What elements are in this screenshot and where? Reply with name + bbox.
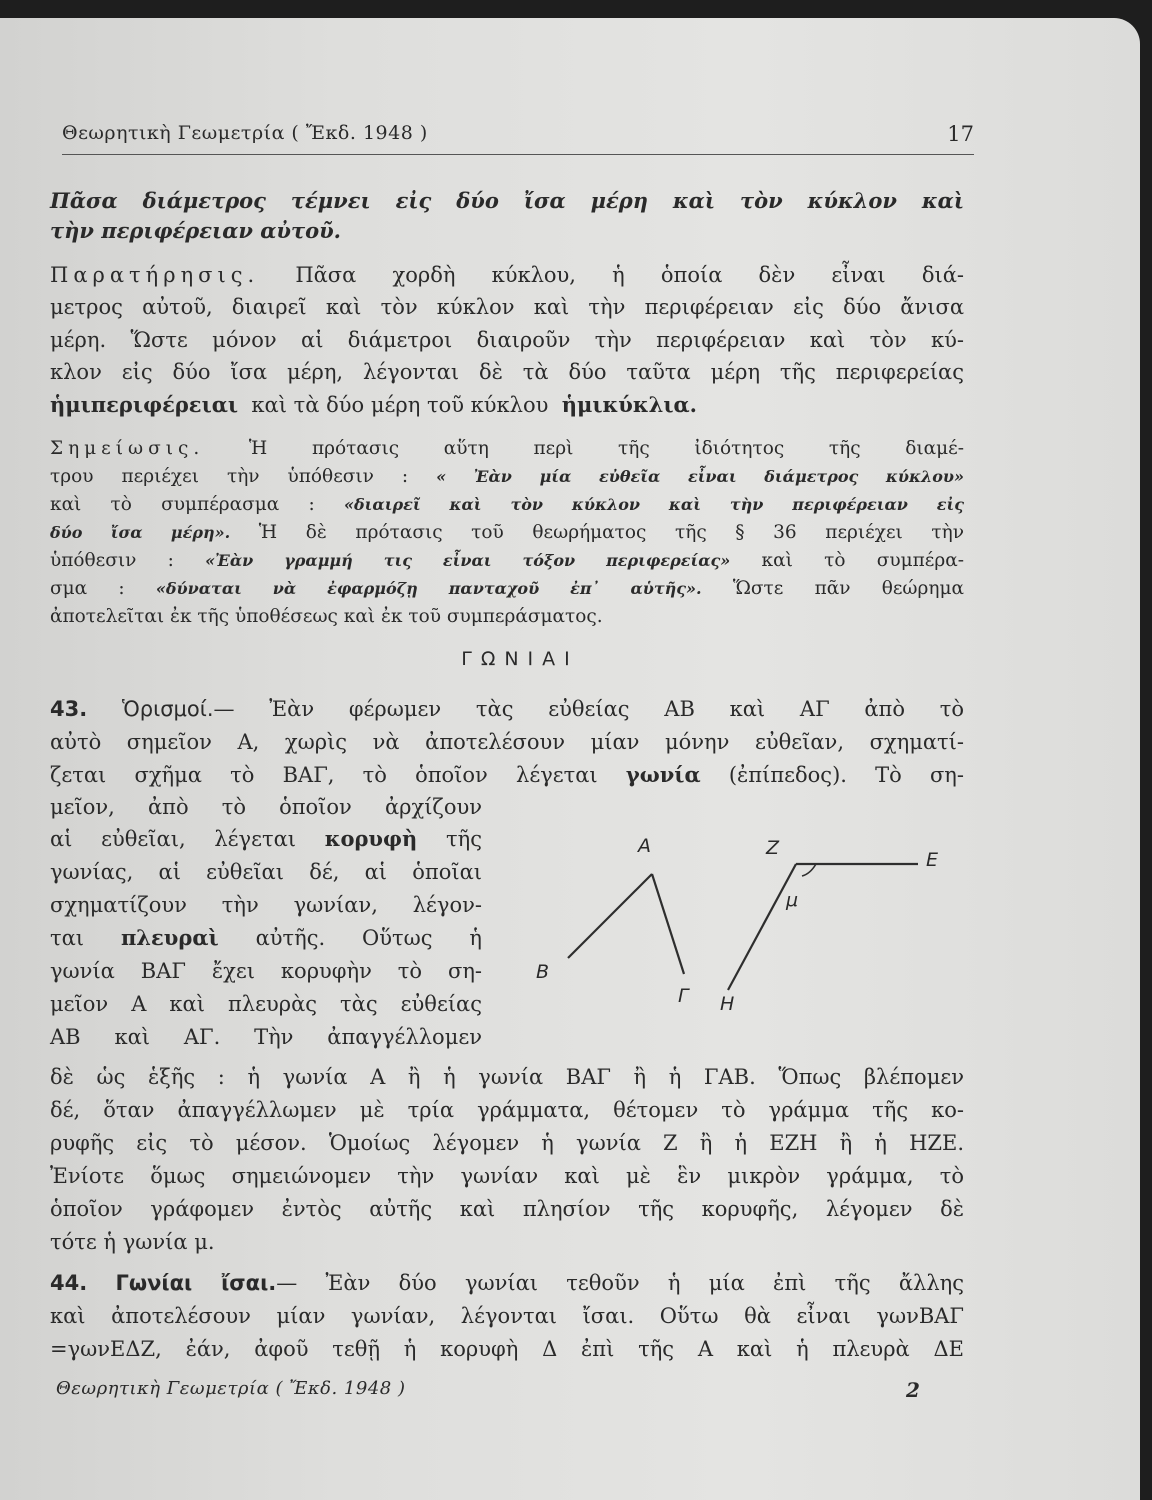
note-line-1: Σημείωσις. Ἡ πρότασις αὕτη περὶ τῆς ἰδιότητος τῆς διαμέ- bbox=[50, 438, 965, 459]
section-number-43: 43. bbox=[50, 697, 88, 721]
observation-line-1 bbox=[50, 260, 964, 290]
definitions-line-16: ὁποῖον γράφομεν ἐντὸς αὐτῆς καὶ πλησίον τῆς κορυφῆς, λέγομεν δὲ bbox=[50, 1197, 964, 1221]
note-line-5: ὑπόθεσιν : «Ἐὰν γραμμή τις εἶναι τόξον περιφερείας» καὶ τὸ συμπέρα- bbox=[50, 550, 964, 571]
definitions-line-3: ζεται σχῆμα τὸ ΒΑΓ, τὸ ὁποῖον λέγεται γωνία (ἐπίπεδος). Τὸ ση- bbox=[50, 762, 964, 787]
running-header bbox=[62, 120, 974, 155]
note-line-4: δύο ἴσα μέρη». Ἡ δὲ πρότασις τοῦ θεωρήματος τῆς § 36 περιέχει τὴν bbox=[50, 522, 964, 543]
label-e: E bbox=[926, 849, 939, 871]
equal-angles-line-1: 44. Γωνίαι ἴσαι.— Ἐὰν δύο γωνίαι τεθοῦν ἡ μία ἐπὶ τῆς ἄλλης bbox=[50, 1271, 964, 1295]
section-title: ΓΩΝΙΑΙ bbox=[461, 648, 579, 670]
theorem-line-2: τὴν περιφέρειαν αὐτοῦ. bbox=[50, 218, 341, 243]
angle-arc-mu bbox=[802, 864, 816, 876]
term-vertex: κορυφὴ bbox=[324, 826, 418, 851]
note-line-7: ἀποτελεῖται ἐκ τῆς ὑποθέσεως καὶ ἐκ τοῦ συμπεράσματος. bbox=[50, 606, 603, 627]
label-b: B bbox=[536, 961, 550, 983]
term-angle: γωνία bbox=[625, 762, 701, 787]
label-h: H bbox=[720, 993, 735, 1015]
ray-ag bbox=[652, 874, 684, 974]
definitions-line-10: μεῖον Α καὶ πλευρὰς τὰς εὐθείας bbox=[50, 992, 482, 1016]
term-hemicircumferences: ἡμιπεριφέρειαι bbox=[50, 392, 239, 417]
definitions-heading: Ὁρισμοί. bbox=[121, 697, 214, 721]
observation-line-2: μετρος αὐτοῦ, διαιρεῖ καὶ τὸν κύκλον καὶ τὴν περιφέρειαν εἰς δύο ἄνισα bbox=[50, 295, 964, 319]
definitions-line-8: ται πλευραὶ αὐτῆς. Οὕτως ἡ bbox=[50, 925, 482, 950]
ray-zh bbox=[728, 864, 799, 990]
label-z: Z bbox=[766, 837, 780, 859]
definitions-line-7: σχηματίζουν τὴν γωνίαν, λέγον- bbox=[50, 893, 482, 917]
note-line-3: καὶ τὸ συμπέρασμα : «διαιρεῖ καὶ τὸν κύκλον καὶ τὴν περιφέρειαν εἰς bbox=[50, 494, 964, 515]
footer-title: Θεωρητικὴ Γεωμετρία ( Ἔκδ. 1948 ) bbox=[56, 1378, 406, 1399]
definitions-line-12: δὲ ὡς ἑξῆς : ἡ γωνία Α ἢ ἡ γωνία ΒΑΓ ἢ ἡ ΓΑΒ. Ὅπως βλέπομεν bbox=[50, 1065, 964, 1089]
definitions-line-9: γωνία ΒΑΓ ἔχει κορυφὴν τὸ ση- bbox=[50, 959, 482, 983]
header-title: Θεωρητικὴ Γεωμετρία ( Ἔκδ. 1948 ) bbox=[62, 122, 428, 144]
observation-line-4: κλον εἰς δύο ἴσα μέρη, λέγονται δὲ τὰ δύο ταῦτα μέρη τῆς περιφερείας bbox=[50, 360, 964, 384]
definitions-line-13: δέ, ὅταν ἀπαγγέλλωμεν μὲ τρία γράμματα, θέτομεν τὸ γράμμα τῆς κο- bbox=[50, 1098, 964, 1122]
term-sides: πλευραὶ bbox=[120, 925, 219, 950]
observation-label: Παρατήρησις. bbox=[50, 263, 260, 287]
signature-mark: 2 bbox=[906, 1378, 920, 1402]
definitions-line-11: ΑΒ καὶ ΑΓ. Τὴν ἀπαγγέλλομεν bbox=[50, 1025, 482, 1049]
conclusion-quote: «διαιρεῖ καὶ τὸν κύκλον καὶ τὴν περιφέρειαν εἰς bbox=[344, 495, 964, 514]
observation-line-5: ἡμιπεριφέρειαι καὶ τὰ δύο μέρη τοῦ κύκλου ἡμικύκλια. bbox=[50, 392, 697, 417]
label-a: A bbox=[638, 835, 651, 857]
hypothesis-quote: « Ἐὰν μία εὐθεῖα εἶναι διάμετρος κύκλου» bbox=[436, 467, 964, 486]
term-semicircles: ἡμικύκλια. bbox=[561, 392, 697, 417]
angles-figure-svg bbox=[520, 826, 960, 1026]
page-number: 17 bbox=[947, 122, 974, 146]
label-gamma: Γ bbox=[678, 985, 689, 1007]
observation-line-3: μέρη. Ὥστε μόνον αἱ διάμετροι διαιροῦν τὴν περιφέρειαν καὶ τὸν κύ- bbox=[50, 328, 964, 352]
ray-ab bbox=[568, 874, 652, 958]
equal-angles-line-2: καὶ ἀποτελέσουν μίαν γωνίαν, λέγονται ἴσαι. Οὕτω θὰ εἶναι γωνΒΑΓ bbox=[50, 1304, 964, 1328]
observation-text: Πᾶσα χορδὴ κύκλου, ἡ ὁποία δὲν εἶναι διά- bbox=[295, 263, 964, 287]
note-line-2: τρου περιέχει τὴν ὑπόθεσιν : « Ἐὰν μία εὐθεῖα εἶναι διάμετρος κύκλου» bbox=[50, 466, 964, 487]
note-label: Σημείωσις. bbox=[50, 438, 205, 459]
definitions-line-15: Ἐνίοτε ὅμως σημειώνομεν τὴν γωνίαν καὶ μὲ ἓν μικρὸν γράμμα, τὸ bbox=[50, 1164, 964, 1188]
note-line-6: σμα : «δύναται νὰ ἐφαρμόζῃ πανταχοῦ ἐπ᾽ αὑτῆς». Ὥστε πᾶν θεώρημα bbox=[50, 578, 964, 599]
label-mu: μ bbox=[786, 889, 799, 911]
definitions-line-14: ρυφῆς εἰς τὸ μέσον. Ὁμοίως λέγομεν ἡ γωνία Ζ ἢ ἡ ΕΖΗ ἢ ἡ ΗΖΕ. bbox=[50, 1131, 964, 1155]
definitions-line-5: αἱ εὐθεῖαι, λέγεται κορυφὴ τῆς bbox=[50, 826, 482, 851]
definitions-line-6: γωνίας, αἱ εὐθεῖαι δέ, αἱ ὁποῖαι bbox=[50, 860, 482, 884]
section-number-44: 44. bbox=[50, 1271, 88, 1295]
angles-figure bbox=[520, 826, 960, 1026]
equal-angles-heading: Γωνίαι ἴσαι. bbox=[115, 1271, 277, 1295]
definitions-line-2: αὐτὸ σημεῖον Α, χωρὶς νὰ ἀποτελέσουν μίαν μόνην εὐθεῖαν, σχηματί- bbox=[50, 730, 964, 754]
equal-angles-line-3: =γωνΕΔΖ, ἐάν, ἀφοῦ τεθῇ ἡ κορυφὴ Δ ἐπὶ τῆς Α καὶ ἡ πλευρὰ ΔΕ bbox=[50, 1337, 964, 1361]
definitions-line-17: τότε ἡ γωνία μ. bbox=[50, 1230, 215, 1254]
definitions-line-1: 43. Ὁρισμοί.— Ἐὰν φέρωμεν τὰς εὐθείας ΑΒ καὶ ΑΓ ἀπὸ τὸ bbox=[50, 697, 964, 721]
definitions-line-4: μεῖον, ἀπὸ τὸ ὁποῖον ἀρχίζουν bbox=[50, 795, 482, 819]
theorem-line-1: Πᾶσα διάμετρος τέμνει εἰς δύο ἴσα μέρη καὶ τὸν κύκλον καὶ bbox=[50, 188, 964, 213]
